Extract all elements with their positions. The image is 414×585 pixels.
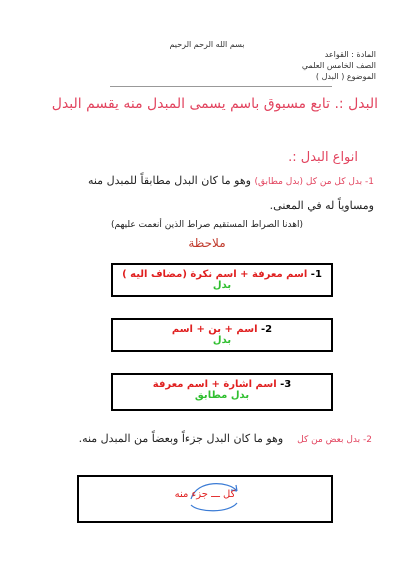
types-heading: انواع البدل :. [288, 150, 358, 165]
rule-formula: اسم معرفة + اسم نكرة (مضاف اليه ) [122, 269, 308, 280]
type2-label: 2- بدل بعض من كل [297, 435, 372, 445]
type1-text-continued: ومساوياً له في المعنى. [269, 199, 374, 212]
example-verse: (اهدنا الصراط المستقيم صراط الذين أنعمت عليهم) [110, 220, 304, 230]
rule-result: بدل [212, 335, 232, 346]
subject-line: المادة : القواعد [324, 50, 376, 59]
grade-line: الصف الخامس العلمي [301, 61, 376, 70]
type1-line [88, 174, 374, 187]
diagram-label: كل ـــ جزء منه [174, 489, 236, 500]
rule-number: 1- [310, 269, 322, 280]
type1-text: وهو ما كان البدل مطابقاً للمبدل منه [87, 174, 251, 187]
rule-result: بدل مطابق [194, 390, 250, 401]
rule-formula: اسم اشارة + اسم معرفة [152, 379, 277, 390]
rule-result: بدل [212, 280, 232, 291]
topic-line: الموضوع ( البدل ) [315, 72, 376, 81]
diagram-box [77, 475, 333, 523]
definition: البدل :. تابع مسبوق باسم يسمى المبدل منه يقسم البدل [51, 96, 378, 112]
rule-box-2 [111, 318, 333, 352]
type2-line [79, 432, 372, 445]
note-heading: ملاحظة [188, 236, 226, 250]
basmala: بسم الله الرحم الرحيم [169, 40, 245, 49]
type1-label: 1- بدل كل من كل (بدل مطابق) [254, 177, 374, 187]
type2-text: وهو ما كان البدل جزءاً وبعضاً من المبدل منه. [78, 432, 284, 445]
rule-box-3 [111, 373, 333, 411]
rule-box-1 [111, 263, 333, 297]
rule-number: 3- [280, 379, 292, 390]
rule-number: 2- [261, 324, 273, 335]
rule-formula: اسم + بن + اسم [171, 324, 258, 335]
header-divider [110, 86, 332, 87]
